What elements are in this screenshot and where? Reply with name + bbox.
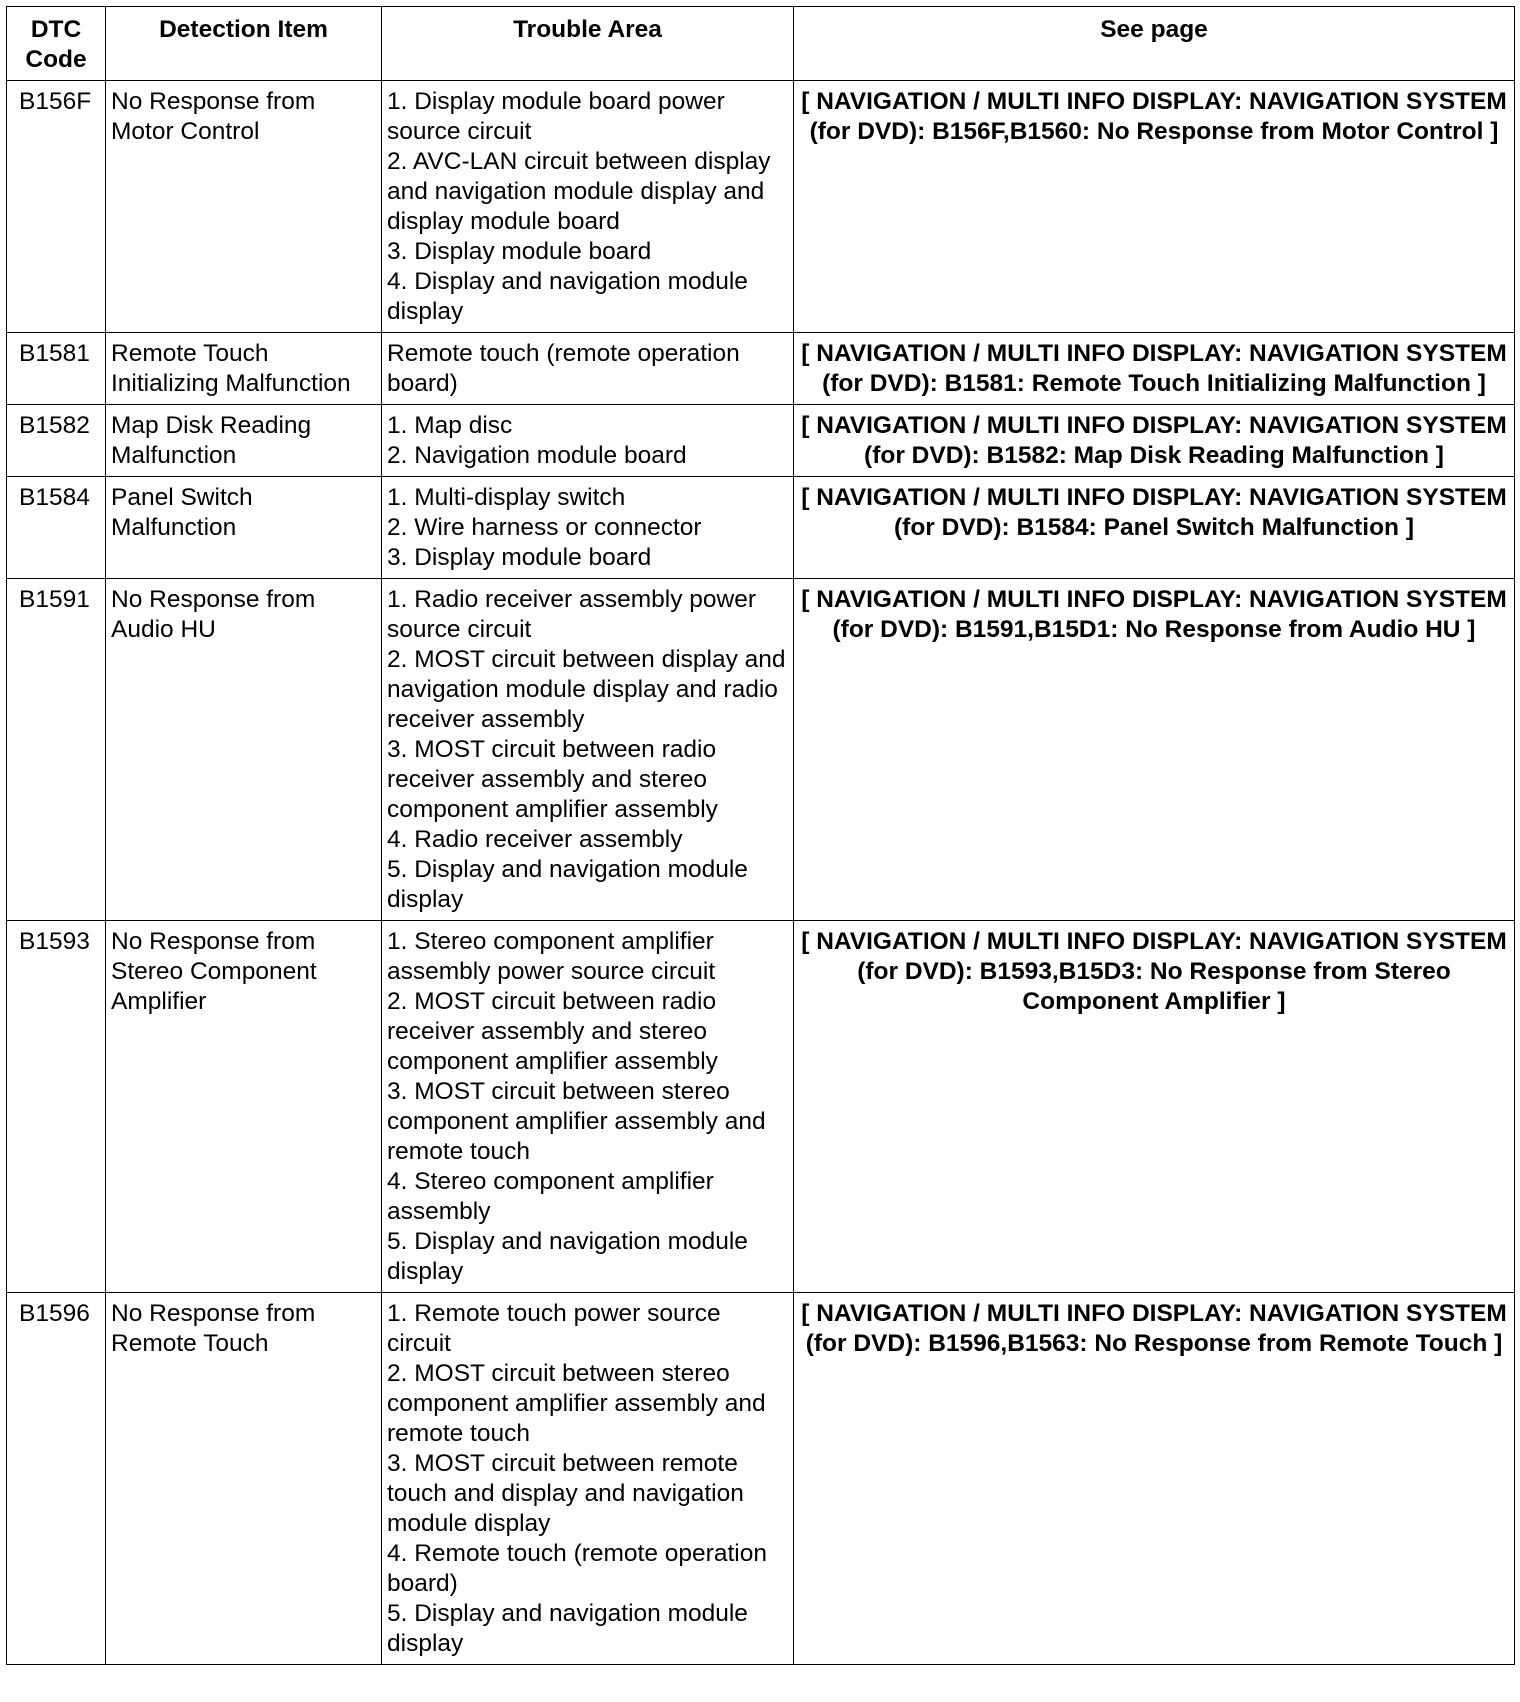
dtc-code-cell: B1584 — [7, 477, 106, 579]
trouble-area-item: 1. Multi-display switch — [387, 484, 626, 511]
detection-item-cell: Remote Touch Initializing Malfunction — [106, 333, 382, 405]
trouble-area-item: 3. MOST circuit between remote touch and display and navigation module display — [387, 1450, 744, 1537]
see-page-link[interactable]: [ NAVIGATION / MULTI INFO DISPLAY: NAVIGATION SYSTEM (for DVD): B156F,B1560: No Response from Motor Control ] — [794, 81, 1515, 333]
table-row — [7, 81, 1515, 333]
detection-item-cell: No Response from Motor Control — [106, 81, 382, 333]
trouble-area-cell — [382, 579, 794, 921]
see-page-link[interactable]: [ NAVIGATION / MULTI INFO DISPLAY: NAVIGATION SYSTEM (for DVD): B1584: Panel Switch Malfunction ] — [794, 477, 1515, 579]
detection-item-cell: Panel Switch Malfunction — [106, 477, 382, 579]
trouble-area-cell — [382, 477, 794, 579]
trouble-area-item: 1. Map disc — [387, 412, 513, 439]
trouble-area-item: 4. Display and navigation module display — [387, 268, 748, 325]
trouble-area-item: 1. Display module board power source circuit — [387, 88, 725, 145]
trouble-area-item: 2. MOST circuit between stereo component amplifier assembly and remote touch — [387, 1360, 766, 1447]
see-page-link[interactable]: [ NAVIGATION / MULTI INFO DISPLAY: NAVIGATION SYSTEM (for DVD): B1593,B15D3: No Response from Stereo Component Amplifier ] — [794, 921, 1515, 1293]
trouble-area-item: 3. MOST circuit between stereo component amplifier assembly and remote touch — [387, 1078, 766, 1165]
table-row — [7, 333, 1515, 405]
dtc-code-cell: B1596 — [7, 1293, 106, 1665]
trouble-area-item: 2. Wire harness or connector — [387, 514, 702, 541]
header-dtc-code — [7, 7, 106, 81]
detection-item-cell: No Response from Audio HU — [106, 579, 382, 921]
table-row — [7, 477, 1515, 579]
trouble-area-item: 5. Display and navigation module display — [387, 1600, 748, 1657]
trouble-area-item: 4. Radio receiver assembly — [387, 826, 683, 853]
header-dtc-code-line1: DTC — [30, 16, 82, 43]
trouble-area-cell — [382, 81, 794, 333]
trouble-area-item: 3. MOST circuit between radio receiver assembly and stereo component amplifier assembly — [387, 736, 718, 823]
trouble-area-cell — [382, 333, 794, 405]
see-page-link[interactable]: [ NAVIGATION / MULTI INFO DISPLAY: NAVIGATION SYSTEM (for DVD): B1596,B1563: No Response from Remote Touch ] — [794, 1293, 1515, 1665]
dtc-code-cell: B1582 — [7, 405, 106, 477]
dtc-table — [6, 6, 1515, 1665]
trouble-area-item: 1. Stereo component amplifier assembly power source circuit — [387, 928, 716, 985]
trouble-area-item: 2. MOST circuit between radio receiver assembly and stereo component amplifier assembly — [387, 988, 718, 1075]
trouble-area-item: 2. AVC-LAN circuit between display and navigation module display and display module board — [387, 148, 771, 235]
trouble-area-item: 4. Remote touch (remote operation board) — [387, 1540, 767, 1597]
header-detection-item: Detection Item — [106, 7, 382, 81]
detection-item-cell: No Response from Remote Touch — [106, 1293, 382, 1665]
table-row — [7, 921, 1515, 1293]
trouble-area-item: 5. Display and navigation module display — [387, 856, 748, 913]
dtc-code-cell: B156F — [7, 81, 106, 333]
table-row — [7, 1293, 1515, 1665]
see-page-link[interactable]: [ NAVIGATION / MULTI INFO DISPLAY: NAVIGATION SYSTEM (for DVD): B1581: Remote Touch Initializing Malfunction ] — [794, 333, 1515, 405]
header-trouble-area: Trouble Area — [382, 7, 794, 81]
header-row — [7, 7, 1515, 81]
trouble-area-item: 2. MOST circuit between display and navigation module display and radio receiver assembly — [387, 646, 786, 733]
trouble-area-cell — [382, 921, 794, 1293]
trouble-area-item: 4. Stereo component amplifier assembly — [387, 1168, 714, 1225]
dtc-code-cell: B1591 — [7, 579, 106, 921]
table-body — [7, 81, 1515, 1665]
header-dtc-code-line2: Code — [25, 46, 87, 73]
table-row — [7, 579, 1515, 921]
dtc-code-cell: B1593 — [7, 921, 106, 1293]
see-page-link[interactable]: [ NAVIGATION / MULTI INFO DISPLAY: NAVIGATION SYSTEM (for DVD): B1591,B15D1: No Response from Audio HU ] — [794, 579, 1515, 921]
dtc-code-cell: B1581 — [7, 333, 106, 405]
trouble-area-item: 3. Display module board — [387, 238, 652, 265]
header-see-page: See page — [794, 7, 1515, 81]
trouble-area-cell — [382, 405, 794, 477]
trouble-area-item: 5. Display and navigation module display — [387, 1228, 748, 1285]
see-page-link[interactable]: [ NAVIGATION / MULTI INFO DISPLAY: NAVIGATION SYSTEM (for DVD): B1582: Map Disk Reading Malfunction ] — [794, 405, 1515, 477]
detection-item-cell: No Response from Stereo Component Amplifier — [106, 921, 382, 1293]
trouble-area-item: Remote touch (remote operation board) — [387, 340, 740, 397]
trouble-area-item: 1. Radio receiver assembly power source circuit — [387, 586, 757, 643]
detection-item-cell: Map Disk Reading Malfunction — [106, 405, 382, 477]
trouble-area-cell — [382, 1293, 794, 1665]
table-header — [7, 7, 1515, 81]
trouble-area-item: 1. Remote touch power source circuit — [387, 1300, 721, 1357]
table-row — [7, 405, 1515, 477]
trouble-area-item: 3. Display module board — [387, 544, 652, 571]
trouble-area-item: 2. Navigation module board — [387, 442, 687, 469]
